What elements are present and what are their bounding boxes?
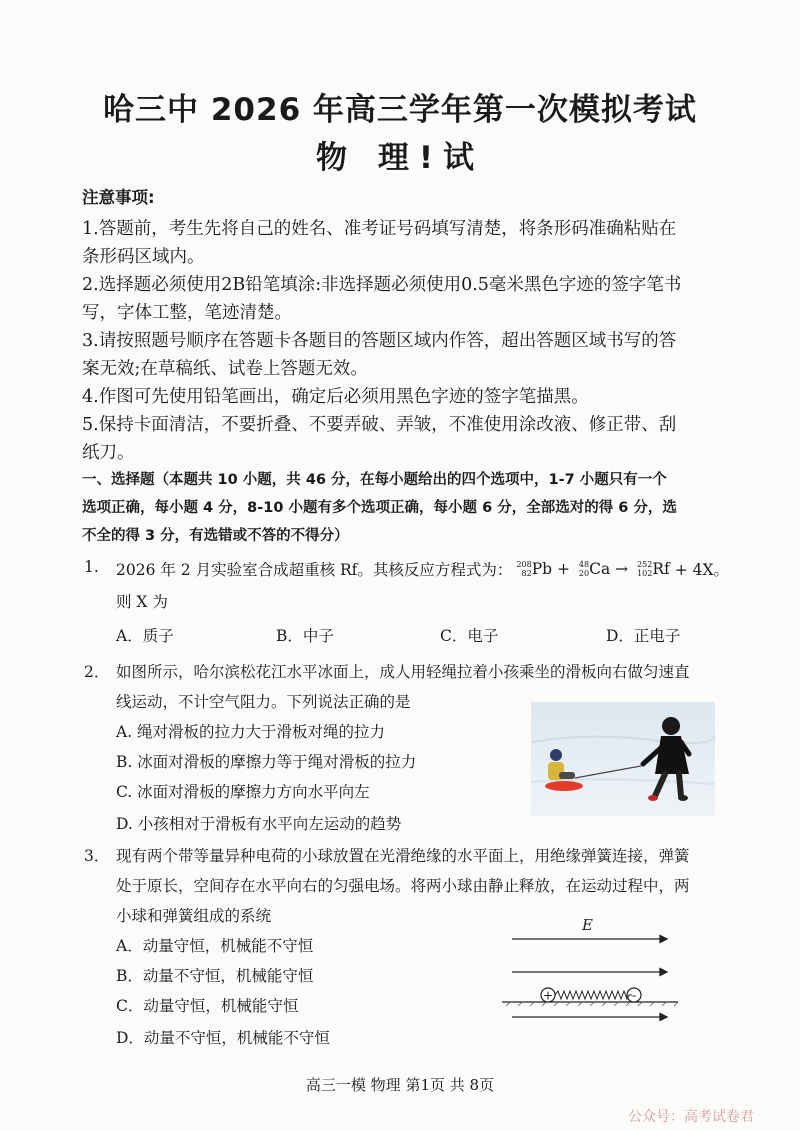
- page-footer: 高三一模 物理 第1页 共 8页: [305, 1076, 495, 1094]
- sled-photo: [531, 702, 715, 816]
- option-b: B．动量不守恒，机械能守恒: [116, 967, 314, 985]
- arrow-icon: [660, 969, 667, 976]
- option-b: B. 冰面对滑板的摩擦力等于绳对滑板的拉力: [116, 753, 417, 771]
- exam-subject: 物 理!试: [316, 140, 484, 176]
- nuclide-rf: [633, 560, 670, 578]
- q1-stem-text: 2026 年 2 月实验室合成超重核 Rf。其核反应方程式为：: [116, 561, 513, 579]
- option-d: D. 小孩相对于滑板有水平向左运动的趋势: [116, 815, 402, 833]
- notice-line: 写，字体工整，笔迹清楚。: [82, 303, 292, 323]
- option-a: A．动量守恒，机械能不守恒: [116, 937, 314, 955]
- option-a: A. 绳对滑板的拉力大于滑板对绳的拉力: [116, 723, 386, 741]
- option-b: B．中子: [276, 627, 334, 645]
- q2-stem-line: 如图所示，哈尔滨松花江水平冰面上，成人用轻绳拉着小孩乘坐的滑板向右做匀速直: [116, 663, 690, 681]
- mass-number: 48: [578, 560, 590, 569]
- minus-sign: -: [631, 988, 637, 1003]
- electric-field-diagram: [500, 910, 680, 1025]
- nuclide-ca: [575, 560, 610, 578]
- plus-sign: +: [552, 560, 575, 578]
- section-instruction: 一、选择题（本题共 10 小题，共 46 分，在每小题给出的四个选项中，1-7 小题只有一个: [82, 472, 667, 488]
- notice-line: 3.请按照题号顺序在答题卡各题目的答题区域内作答，超出答题区域书写的答: [82, 331, 677, 351]
- atomic-number: 102: [637, 569, 653, 578]
- question-number: 3．: [84, 847, 110, 865]
- notice-line: 案无效;在草稿纸、试卷上答题无效。: [82, 359, 368, 379]
- question-number: 1.: [84, 558, 99, 576]
- notice-line: 条形码区域内。: [82, 247, 205, 267]
- element-symbol: Pb: [531, 560, 553, 578]
- atomic-number: 20: [578, 569, 590, 578]
- option-d: D．正电子: [606, 627, 681, 645]
- nuclide-pb: [512, 560, 552, 578]
- notice-heading: 注意事项:: [82, 188, 155, 207]
- plus-sign: +: [542, 988, 554, 1003]
- option-c: C．动量守恒，机械能守恒: [116, 997, 299, 1015]
- question-number: 2．: [84, 663, 110, 681]
- notice-line: 5.保持卡面清洁，不要折叠、不要弄破、弄皱，不准使用涂改液、修正带、刮: [82, 415, 677, 435]
- exam-title: 哈三中 2026 年高三学年第一次模拟考试: [103, 92, 697, 128]
- option-a: A．质子: [116, 627, 174, 645]
- mass-number: 208: [516, 560, 532, 569]
- section-instruction: 选项正确，每小题 4 分，8-10 小题有多个选项正确，每小题 6 分，全部选对的得 6 分，选: [82, 500, 677, 516]
- arrow-icon: [660, 936, 667, 943]
- option-c: C．电子: [440, 627, 499, 645]
- notice-line: 1.答题前，考生先将自己的姓名、准考证号码填写清楚，将条形码准确粘贴在: [82, 219, 677, 239]
- section-instruction: 不全的得 3 分，有选错或不答的不得分）: [82, 528, 349, 544]
- q3-stem-line: 处于原长，空间存在水平向右的匀强电场。将两小球由静止释放，在运动过程中，两: [116, 877, 690, 895]
- q2-stem-line: 线运动，不计空气阻力。下列说法正确的是: [116, 693, 411, 711]
- notice-line: 2.选择题必须使用2B铅笔填涂:非选择题必须使用0.5毫米黑色字迹的签字笔书: [82, 275, 682, 295]
- q1-stem: [116, 558, 729, 580]
- q1-line2: 则 X 为: [116, 593, 168, 611]
- mass-number: 252: [637, 560, 653, 569]
- equation-tail: + 4X。: [669, 561, 730, 579]
- arrow-icon: →: [610, 560, 634, 578]
- atomic-number: 82: [521, 569, 532, 578]
- element-symbol: Rf: [652, 560, 670, 578]
- spring: [555, 991, 632, 999]
- notice-line: 4.作图可先使用铅笔画出，确定后必须用黑色字迹的签字笔描黑。: [82, 387, 589, 407]
- element-symbol: Ca: [589, 560, 611, 578]
- q3-stem-line: 小球和弹簧组成的系统: [116, 907, 272, 925]
- arrow-icon: [660, 1014, 667, 1021]
- field-label: E: [582, 916, 593, 934]
- notice-line: 纸刀。: [82, 443, 135, 463]
- watermark: 公众号：高考试卷君: [628, 1109, 754, 1125]
- q3-stem-line: 现有两个带等量异种电荷的小球放置在光滑绝缘的水平面上，用绝缘弹簧连接，弹簧: [116, 847, 690, 865]
- option-d: D．动量不守恒，机械能不守恒: [116, 1029, 330, 1047]
- option-c: C. 冰面对滑板的摩擦力方向水平向左: [116, 783, 370, 801]
